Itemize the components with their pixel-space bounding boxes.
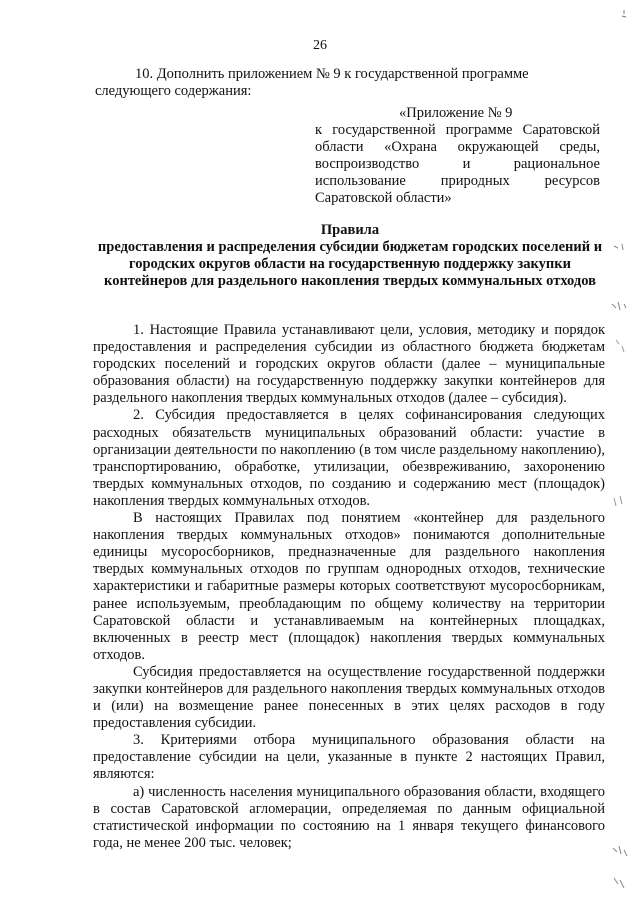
body-text: [93, 322, 605, 852]
appendix-first-line: «Приложение № 9: [399, 105, 513, 121]
appendix-header: [315, 105, 600, 207]
title-heading: Правила: [320, 222, 380, 238]
scan-noise-mark: [610, 236, 632, 258]
title-subtitle: предоставления и распределения субсидии бюджетам городских поселений и городских округов области на государственную поддержку закупки контейнеров для раздельного накопления твердых коммунальных отходов: [97, 239, 603, 289]
paragraph: 2. Субсидия предоставляется в целях софинансирования следующих расходных обязательств муниципальных образований области: участие в организации деятельности по накоплению (в том числе раздельному накоплению), транспортированию, обработке, утилизации, обезвреживанию, захоронению твердых коммунальных отходов, по созданию и содержанию мест (площадок) накопления твердых коммунальных отходов.: [93, 407, 605, 509]
paragraph: 1. Настоящие Правила устанавливают цели, условия, методику и порядок предоставления и распределения субсидии из областного бюджета бюджетам городских поселений и городских округов области (далее – муниципальные образования области) на государственную поддержку закупки контейнеров для раздельного накопления твердых коммунальных отходов (далее – субсидия).: [93, 322, 605, 407]
document-title: [95, 222, 605, 290]
paragraph: 3. Критериями отбора муниципального образования области на предоставление субсидии на цели, указанные в пункте 2 настоящих Правил, являются:: [93, 732, 605, 783]
scan-noise-mark: [610, 8, 632, 30]
scan-noise-mark: [610, 336, 632, 358]
intro-text: 10. Дополнить приложением № 9 к государственной программе следующего содержания:: [95, 66, 529, 99]
scan-noise-mark: [610, 842, 632, 864]
scan-noise-mark: [610, 874, 632, 896]
paragraph: В настоящих Правилах под понятием «контейнер для раздельного накопления твердых коммунальных отходов» понимаются дополнительные единицы мусоросборников, предназначенные для раздельного накопления твердых коммунальных отходов по группам однородных отходов, технические характеристики и габаритные размеры которых соответствуют мусоросборникам, ранее используемым, преобладающим по общему количеству на территории Саратовской области и устанавливаемым на контейнерных площадках, включенных в реестр мест (площадок) накопления твердых коммунальных отходов.: [93, 510, 605, 663]
appendix-rest: к государственной программе Саратовской области «Охрана окружающей среды, воспроизводство и рациональное использование природных ресурсов Саратовской области»: [315, 122, 600, 206]
scan-noise-mark: [610, 492, 632, 514]
intro-paragraph: [95, 66, 605, 100]
paragraph: а) численность населения муниципального образования области, входящего в состав Саратовской агломерации, определяемая по данным официальной статистической информации по состоянию на 1 января текущего финансового года, не менее 200 тыс. человек;: [93, 783, 605, 851]
scan-noise-mark: [610, 296, 632, 318]
page-number: 26: [313, 38, 327, 53]
paragraph: Субсидия предоставляется на осуществление государственной поддержки закупки контейнеров для раздельного накопления твердых коммунальных отходов и (или) на возмещение ранее понесенных в этих целях расходов в году предоставления субсидии.: [93, 663, 605, 732]
